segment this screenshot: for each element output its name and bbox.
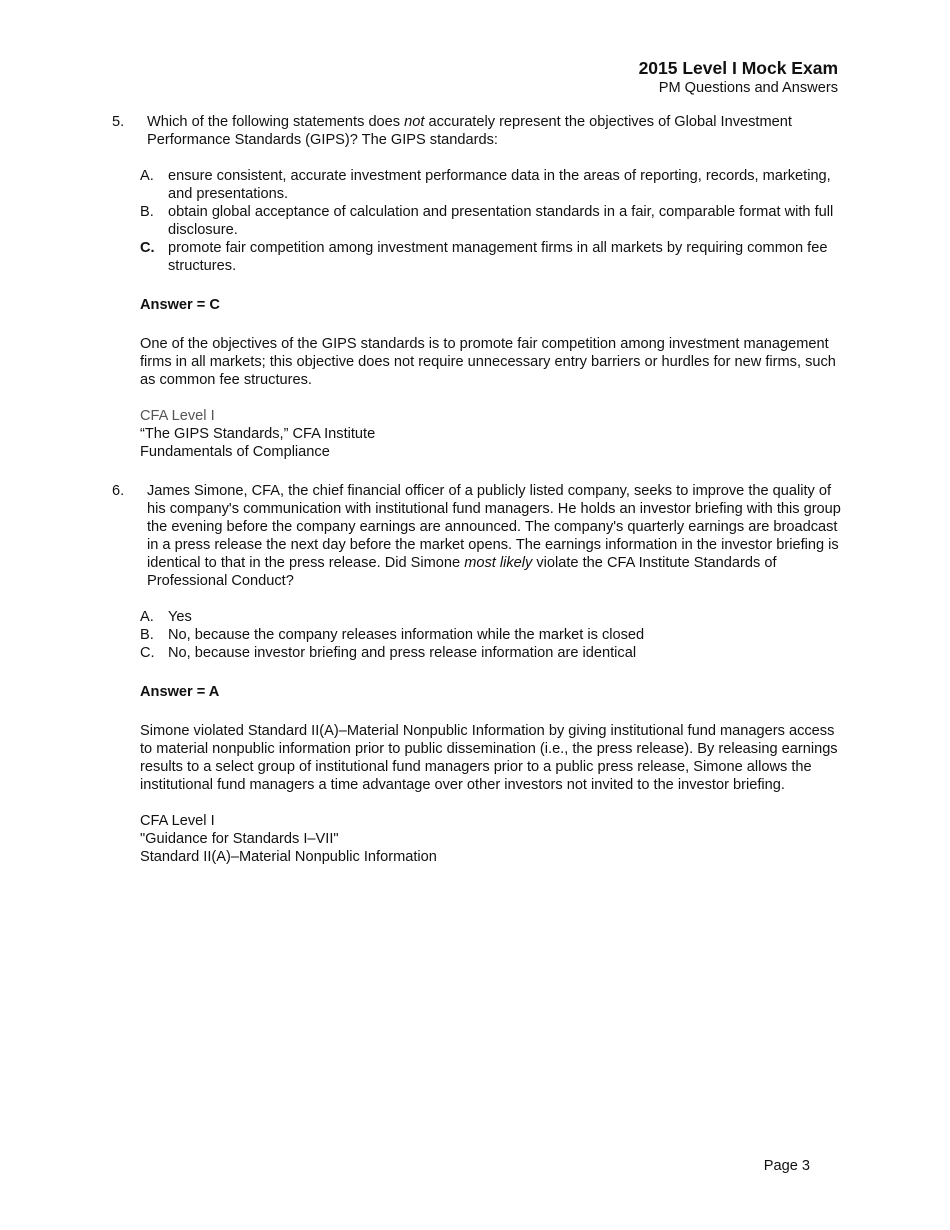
reference <box>140 812 842 866</box>
reference-topic: Fundamentals of Compliance <box>140 444 330 460</box>
option-text: ensure consistent, accurate investment performance data in the areas of reporting, records, marketing, and presentations. <box>168 168 831 202</box>
option-a <box>140 608 842 626</box>
reference-topic: Standard II(A)–Material Nonpublic Information <box>140 849 437 865</box>
exam-title: 2015 Level I Mock Exam <box>638 58 838 78</box>
question-stem: Which of the following statements does not accurately represent the objectives of Global Investment Performance Standards (GIPS)? The GIPS standards: <box>147 114 792 148</box>
reference-reading: "Guidance for Standards I–VII" <box>140 831 339 847</box>
option-c <box>140 644 842 662</box>
question-stem: James Simone, CFA, the chief financial officer of a publicly listed company, seeks to improve the quality of his company's communication with institutional fund managers. He holds an investor briefing with this group the evening before the company earnings are announced. The company's quarterly earnings are broadcast in a press release the next day before the market opens. The earnings information in the investor briefing is identical to that in the press release. Did Simone most likely violate the CFA Institute Standards of Professional Conduct? <box>147 483 841 589</box>
answer-options <box>140 167 842 275</box>
reference-level: CFA Level I <box>140 408 215 424</box>
option-text: Yes <box>168 609 192 625</box>
option-letter: B. <box>140 627 154 643</box>
option-letter: A. <box>140 609 154 625</box>
option-c <box>140 239 842 275</box>
option-text: No, because investor briefing and press release information are identical <box>168 645 637 661</box>
option-letter: C. <box>140 240 155 256</box>
option-b <box>140 626 842 644</box>
exam-subtitle: PM Questions and Answers <box>658 80 838 96</box>
question-6 <box>112 482 842 866</box>
option-letter: B. <box>140 204 154 220</box>
page-number: Page 3 <box>763 1158 810 1174</box>
reference <box>140 407 842 461</box>
answer-label: Answer = C <box>140 297 220 313</box>
explanation: Simone violated Standard II(A)–Material Nonpublic Information by giving institutional fund managers access to material nonpublic information prior to public dissemination (i.e., the press release). By releasing earnings results to a select group of institutional fund managers prior to a public press release, Simone allows the institutional fund managers a time advantage over other investors not invited to the investor briefing. <box>140 723 838 793</box>
option-text: obtain global acceptance of calculation and presentation standards in a fair, comparable format with full disclosure. <box>168 204 834 238</box>
answer-options <box>140 608 842 662</box>
option-text: promote fair competition among investment management firms in all markets by requiring common fee structures. <box>168 240 828 274</box>
reference-reading: “The GIPS Standards,” CFA Institute <box>140 426 376 442</box>
answer-label: Answer = A <box>140 684 220 700</box>
explanation: One of the objectives of the GIPS standards is to promote fair competition among investment management firms in all markets; this objective does not require unnecessary entry barriers or hurdles for new firms, such as common fee structures. <box>140 336 836 388</box>
reference-level: CFA Level I <box>140 813 215 829</box>
option-text: No, because the company releases information while the market is closed <box>168 627 645 643</box>
option-a <box>140 167 842 203</box>
option-letter: A. <box>140 168 154 184</box>
option-letter: C. <box>140 645 155 661</box>
page-header <box>639 57 838 97</box>
question-number: 5. <box>112 114 125 130</box>
question-number: 6. <box>112 483 125 499</box>
question-5 <box>112 113 842 461</box>
option-b <box>140 203 842 239</box>
